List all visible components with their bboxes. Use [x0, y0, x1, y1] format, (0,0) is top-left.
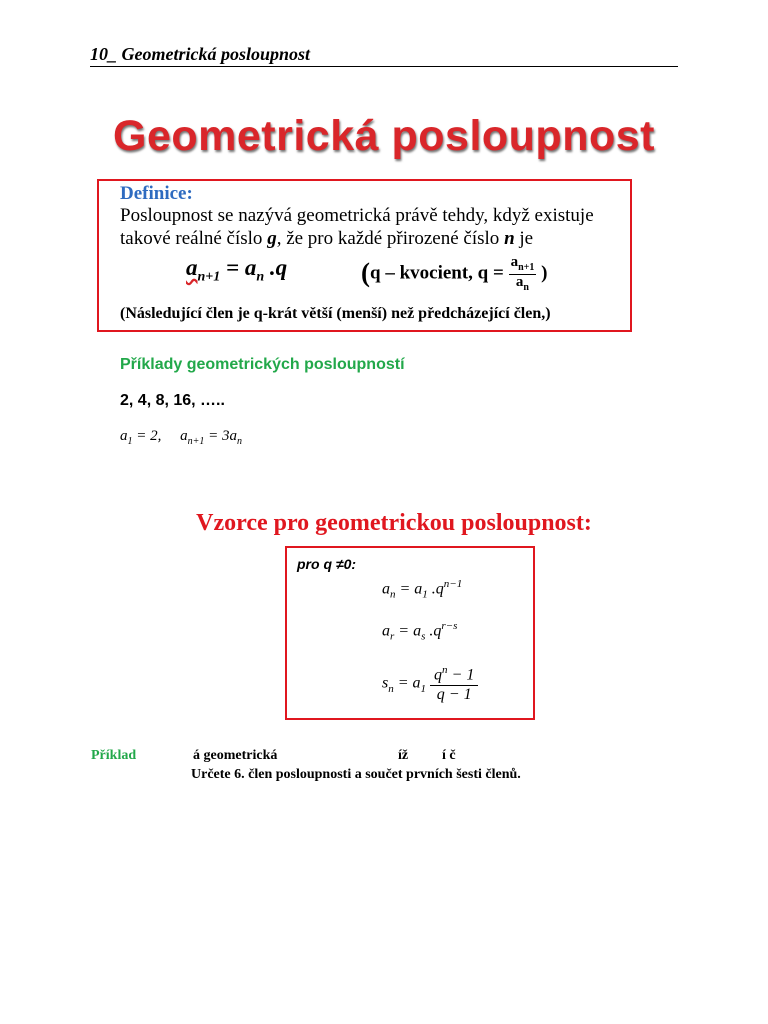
definition-text: je	[514, 228, 534, 249]
definition-text: , že pro každé přirozené číslo	[276, 228, 505, 249]
definition-line-1: Posloupnost se nazývá geometrická právě tehdy, když existuje	[120, 205, 594, 226]
formulas-condition: pro q ≠0:	[297, 556, 357, 572]
task-fragment: íž	[398, 748, 409, 763]
formula-term: $a_{n+1}$	[186, 255, 221, 285]
paren: )	[536, 262, 548, 284]
header-divider	[90, 66, 678, 67]
formula-subscript: n	[256, 269, 265, 285]
formulas-heading: Vzorce pro geometrickou posloupnost:	[196, 510, 592, 536]
definition-text: takové reálné číslo	[120, 228, 268, 249]
task-label: Příklad	[91, 748, 137, 763]
examples-heading: Příklady geometrických posloupností	[120, 356, 405, 373]
recurrence-formula	[186, 255, 287, 286]
formula-nth-term: $a_n = a_1$ $.q^{n-1}$	[382, 578, 463, 601]
quotient-label: q – kvocient, q =	[370, 262, 509, 284]
quotient-definition	[361, 255, 547, 293]
definition-line-2	[120, 228, 533, 250]
quotient-fraction: $\frac{a_{n+1}}{a_n}$	[510, 254, 535, 293]
definition-note: (Následující člen je q-krát větší (menší) než předcházející člen,)	[120, 305, 551, 322]
sum-fraction: $\frac{q^n - 1}{q - 1}$	[430, 664, 478, 704]
formula-term: a	[244, 255, 257, 280]
variable-n: n	[504, 228, 515, 249]
example-formula: $a_1 = 2$, $a_{n+1} = 3a_n$	[120, 428, 242, 447]
formula-sum: $s_n = a_1$ $\frac{q^n - 1}{q - 1}$	[382, 664, 478, 704]
task-fragment: á geometrická	[193, 748, 278, 763]
page-header-title: 10_ Geometrická posloupnost	[90, 44, 311, 64]
variable-g: g	[267, 228, 277, 249]
formula-term: .q	[264, 255, 288, 280]
task-fragment: í č	[442, 748, 456, 763]
formula-equals: =	[220, 255, 245, 280]
paren: (	[361, 257, 370, 288]
definition-heading: Definice:	[120, 183, 193, 204]
example-sequence: 2, 4, 8, 16, …..	[120, 392, 225, 409]
main-title: Geometrická posloupnost	[113, 112, 655, 160]
formula-rs-relation: $a_r = a_s$ $.q^{r-s}$	[382, 620, 458, 643]
task-text: Určete 6. člen posloupnosti a součet prvních šesti členů.	[191, 767, 521, 782]
